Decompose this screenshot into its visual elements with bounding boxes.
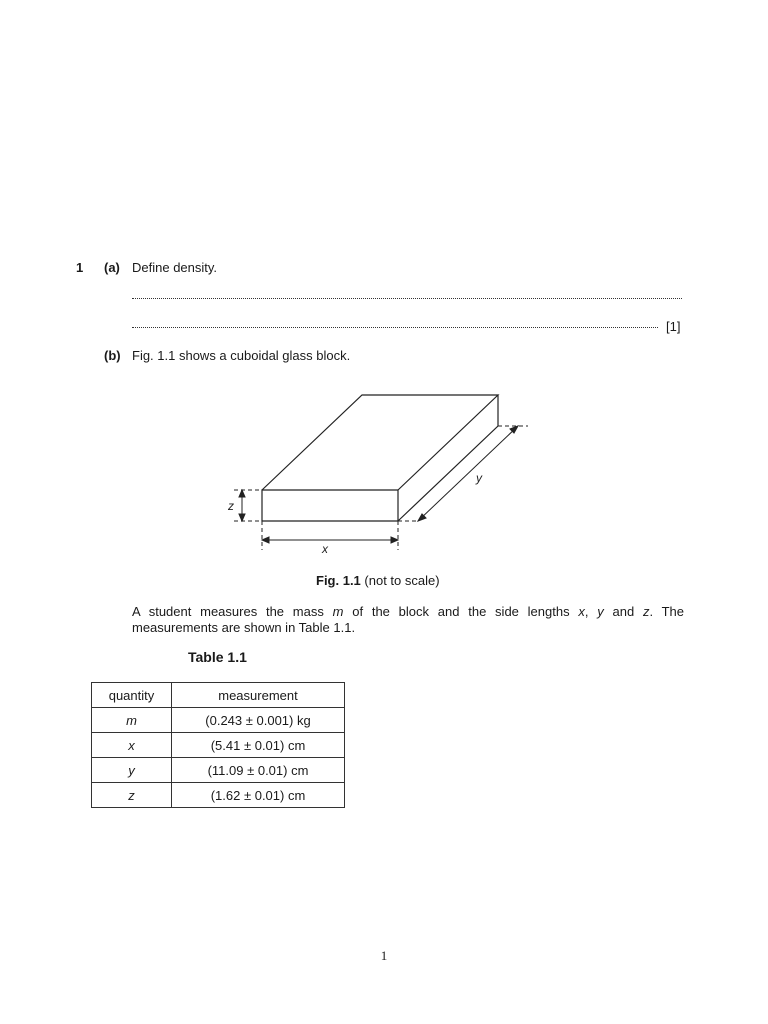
table-row — [92, 783, 345, 808]
x-label: x — [322, 542, 328, 556]
table-header-row — [92, 683, 345, 708]
y-label: y — [476, 471, 482, 485]
part-a-label: (a) — [104, 260, 120, 275]
marks-label: [1] — [666, 319, 681, 334]
paragraph-text: of the block and the side lengths — [343, 604, 579, 619]
quantity-cell: y — [92, 758, 172, 783]
measurement-cell: (11.09 ± 0.01) cm — [172, 758, 345, 783]
figure-caption-bold: Fig. 1.1 — [316, 573, 361, 588]
paragraph-line-2: measurements are shown in Table 1.1. — [132, 620, 356, 635]
table-title: Table 1.1 — [188, 649, 247, 665]
y-dimension — [398, 426, 528, 521]
quantity-cell: x — [92, 733, 172, 758]
paragraph-var-y: y — [597, 604, 604, 619]
paragraph-var-z: z — [642, 604, 650, 619]
z-label: z — [228, 499, 234, 513]
paragraph-text: and — [603, 604, 643, 619]
measurement-cell: (5.41 ± 0.01) cm — [172, 733, 345, 758]
paragraph-text: A student measures the mass — [132, 604, 333, 619]
part-a-prompt: Define density. — [132, 260, 218, 275]
part-b-prompt: Fig. 1.1 shows a cuboidal glass block. — [132, 348, 351, 363]
z-dimension — [234, 490, 262, 521]
paragraph-line-1 — [132, 604, 684, 620]
measurement-paragraph — [132, 604, 684, 636]
page-number: 1 — [380, 948, 388, 963]
figure-caption — [316, 573, 440, 588]
part-b-label: (b) — [104, 348, 121, 363]
measurement-cell: (1.62 ± 0.01) cm — [172, 783, 345, 808]
paragraph-var-x: x — [578, 604, 585, 619]
table-row — [92, 733, 345, 758]
x-dimension — [262, 521, 398, 550]
quantity-cell: m — [92, 708, 172, 733]
column-header-measurement: measurement — [172, 683, 345, 708]
measurement-cell: (0.243 ± 0.001) kg — [172, 708, 345, 733]
paragraph-text: , — [584, 604, 598, 619]
cuboid-outline — [262, 395, 498, 521]
quantity-cell: z — [92, 783, 172, 808]
table-row — [92, 758, 345, 783]
paragraph-text: . The — [649, 604, 684, 619]
column-header-quantity: quantity — [92, 683, 172, 708]
figure-caption-rest: (not to scale) — [360, 573, 440, 588]
table-row — [92, 708, 345, 733]
paragraph-var-m: m — [332, 604, 344, 619]
question-number: 1 — [76, 260, 84, 275]
measurement-table — [91, 682, 345, 808]
